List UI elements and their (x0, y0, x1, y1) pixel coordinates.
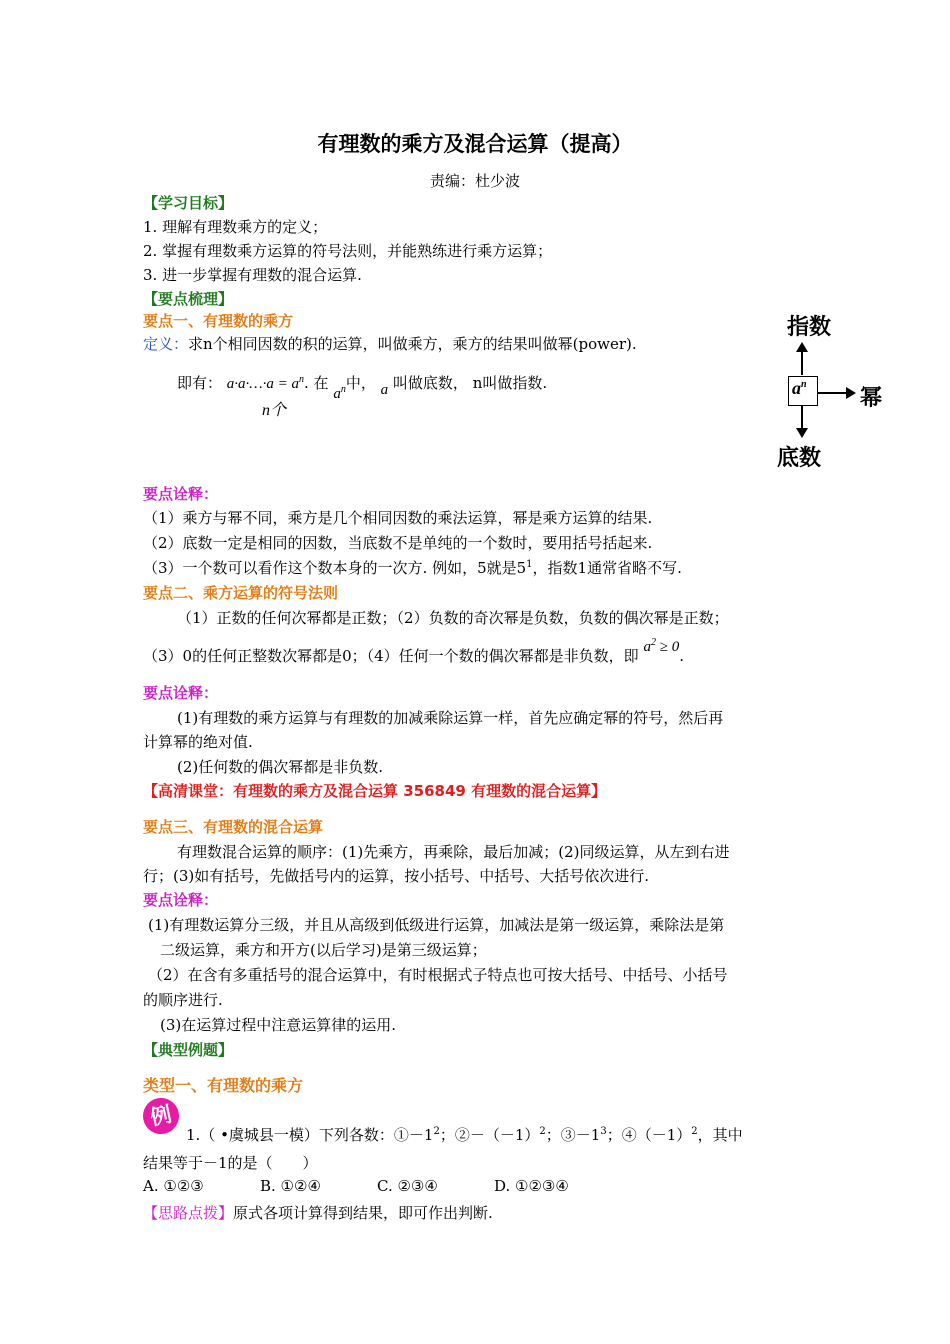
goals-heading: 【学习目标】 (143, 194, 234, 212)
diagram-exponent-label: 指数 (787, 315, 832, 340)
definition-text: 求n个相同因数的积的运算，叫做乘方，乘方的结果叫做幂(power). (188, 335, 637, 353)
order-line: 有理数混合运算的顺序：(1)先乘方，再乘除，最后加减；(2)同级运算，从左到右进 (177, 843, 730, 861)
diagram-base-label: 底数 (777, 446, 822, 471)
sign-rule-line: （3）0的任何正整数次幂都是0；（4）任何一个数的偶次幂都是非负数，即 $a^2 \ge 0$. (143, 637, 684, 665)
formula-mid1: . 在 (304, 374, 329, 392)
points-heading: 【要点梳理】 (143, 290, 234, 308)
formula-product: a·a·…·a = a (226, 376, 300, 392)
note-item: 的顺序进行. (143, 991, 223, 1009)
hint-line (143, 1202, 493, 1223)
sign-rule-line: （1）正数的任何次幂都是正数；（2）负数的奇次幂是负数，负数的偶次幂是正数； (177, 609, 729, 627)
definition-label: 定义： (143, 335, 189, 353)
formula-a: a (380, 382, 389, 398)
note-item: 计算幂的绝对值. (143, 733, 253, 751)
note-heading: 要点诠释： (143, 684, 219, 702)
option-d: D. ①②③④ (494, 1177, 569, 1195)
note-item: （2）在含有多重括号的混合运算中，有时根据式子特点也可按大括号、中括号、小括号 (148, 966, 728, 984)
point3-heading: 要点三、有理数的混合运算 (143, 818, 324, 836)
note-item: （1）乘方与幂不同，乘方是几个相同因数的乘法运算，幂是乘方运算的结果. (143, 509, 653, 527)
page-title: 有理数的乘方及混合运算（提高） (317, 132, 633, 156)
type1-heading: 类型一、有理数的乘方 (143, 1076, 304, 1095)
goal-item: 3. 进一步掌握有理数的混合运算. (143, 266, 362, 284)
inequality: $a^2 \ge 0$ (643, 637, 680, 655)
question-line: 1.（ •虞城县一模）下列各数：$①-1^2$；$②-(-1)^2$；$③-1^3$；$④(-1)^2$，其中 (186, 1126, 743, 1144)
formula-tail: 叫做底数， n叫做指数. (392, 374, 548, 392)
goal-item: 1. 理解有理数乘方的定义； (143, 218, 328, 236)
note-item: (3)在运算过程中注意运算律的运用. (160, 1016, 397, 1034)
note-item: （3）一个数可以看作这个数本身的一次方. 例如，5就是$5^1$，指数1通常省略不写. (143, 559, 682, 577)
arrow-right-head (846, 387, 856, 399)
hint-label: 【思路点拨】 (143, 1204, 234, 1222)
formula-an: $a^n$ (333, 384, 346, 402)
formula-mid2: 中， (345, 374, 376, 392)
arrow-down-head (796, 428, 808, 438)
order-line: 行；(3)如有括号，先做括号内的运算，按小括号、中括号、大括号依次进行. (143, 867, 650, 885)
diagram-power-label: 幂 (860, 386, 883, 411)
note-item: (1)有理数运算分三级，并且从高级到低级进行运算，加减法是第一级运算，乘除法是第 (148, 916, 725, 934)
goal-item: 2. 掌握有理数乘方运算的符号法则，并能熟练进行乘方运算； (143, 242, 553, 260)
arrow-up-head (796, 342, 808, 352)
point1-heading: 要点一、有理数的乘方 (143, 312, 294, 330)
note-item: （2）底数一定是相同的因数，当底数不是单纯的一个数时，要用括号括起来. (143, 534, 653, 552)
option-a: A. ①②③ (143, 1177, 204, 1195)
point2-heading: 要点二、乘方运算的符号法则 (143, 584, 339, 602)
note-heading: 要点诠释： (143, 485, 219, 503)
hint-text: 原式各项计算得到结果，即可作出判断. (233, 1204, 493, 1222)
note-item: (2)任何数的偶次幂都是非负数. (177, 758, 384, 776)
option-c: C. ②③④ (377, 1177, 438, 1195)
formula-prefix: 即有： (177, 374, 223, 392)
formula-line (177, 372, 548, 402)
examples-heading: 【典型例题】 (143, 1041, 234, 1059)
option-b: B. ①②④ (260, 1177, 321, 1195)
author-line: 责编：杜少波 (429, 172, 520, 190)
formula-underbrace-label: n个 (262, 402, 287, 419)
note-item: (1)有理数的乘方运算与有理数的加减乘除运算一样，首先应确定幂的符号，然后再 (177, 709, 724, 727)
diagram-base-symbol: $a^n$ (792, 378, 807, 398)
example-badge-icon: 例 (140, 1095, 183, 1138)
note-heading: 要点诠释： (143, 891, 219, 909)
question-line2: 结果等于－1的是（ ） (143, 1154, 318, 1172)
hd-class-link: 【高清课堂：有理数的乘方及混合运算 356849 有理数的混合运算】 (143, 782, 607, 800)
formula-exponent: n (299, 374, 305, 385)
note-item: 二级运算，乘方和开方(以后学习)是第三级运算； (160, 941, 487, 959)
definition-line (143, 333, 637, 354)
